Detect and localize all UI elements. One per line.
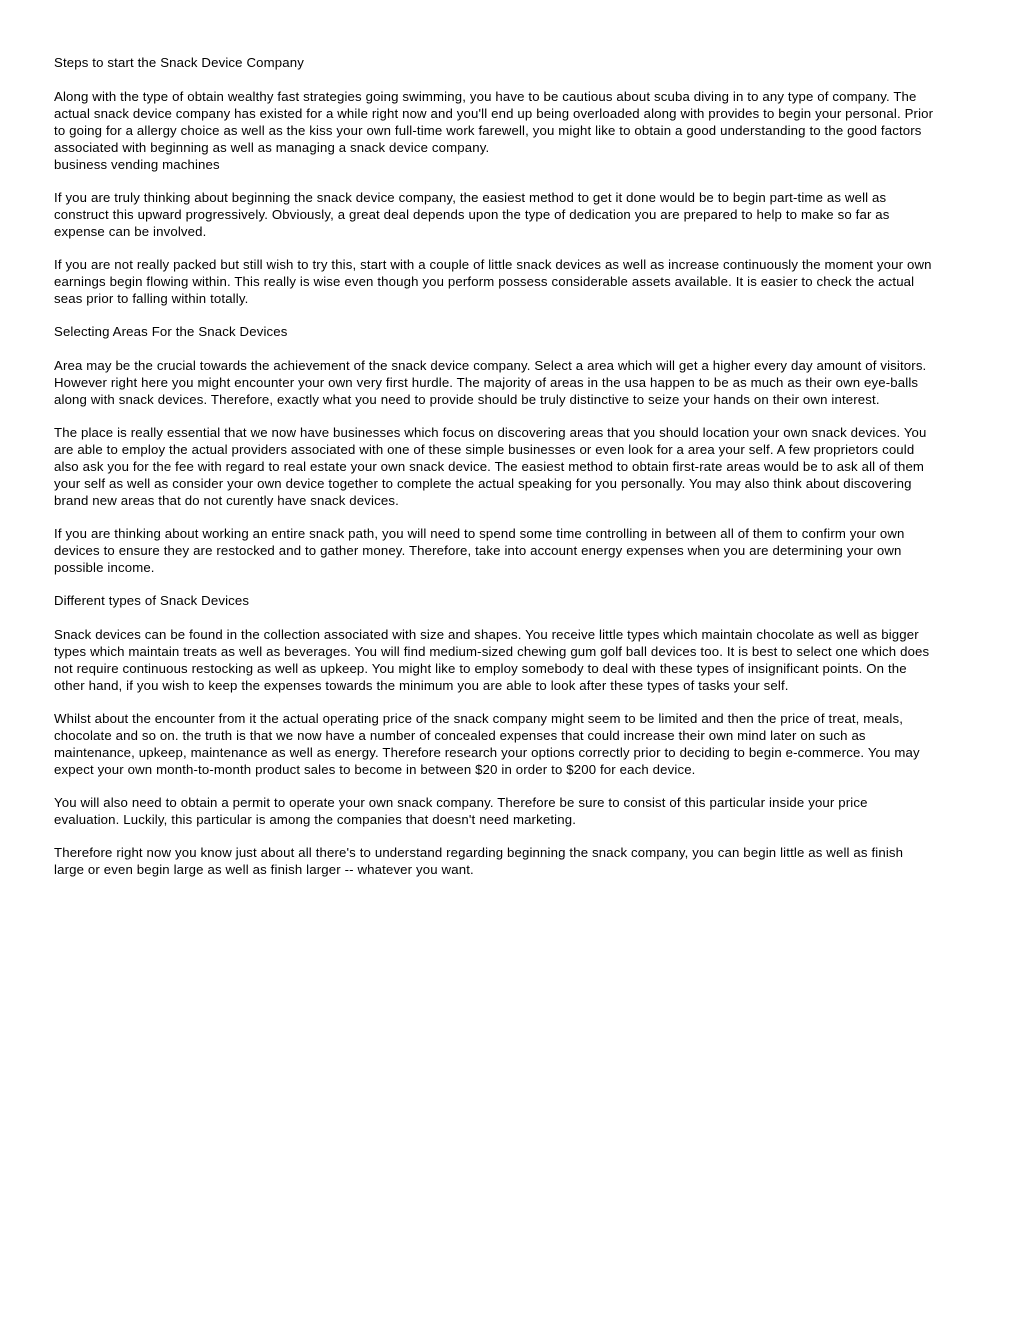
paragraph-operating-costs: Whilst about the encounter from it the actual operating price of the snack company might seem to be limited and then the price of treat, meals, chocolate and so on. the truth is that we now have a number of concealed expenses that could increase their own mind later on such as maintenance, upkeep, maintenance as well as energy. Therefore research your options correctly prior to deciding to begin e-commerce. You may expect your own month-to-month product sales to become in between $20 in order to $200 for each device. xyxy=(54,711,920,777)
paragraph-area-crucial: Area may be the crucial towards the achievement of the snack device company. Select a area which will get a higher every day amount of visitors. However right here you might encounter your own very first hurdle. The majority of areas in the usa happen to be as much as their own eye-balls along with snack devices. Therefore, exactly what you need to provide should be truly distinctive to seize your hands on their own interest. xyxy=(54,358,927,407)
business-vending-machines-link[interactable]: business vending machines xyxy=(54,157,220,172)
paragraph-snack-path: If you are thinking about working an entire snack path, you will need to spend some time controlling in between all of them to confirm your own devices to ensure they are restocked and to gather money. Therefore, take into account energy expenses when you are determining your own possible income. xyxy=(54,526,905,575)
paragraph-location-businesses: The place is really essential that we now have businesses which focus on discovering areas that you should location your own snack devices. You are able to employ the actual providers associated with one of these simple businesses or even look for a area your self. A few proprietors could also ask you for the fee with regard to real estate your own snack device. The easiest method to obtain first-rate areas would be to ask all of them your self as well as consider your own device together to complete the actual speaking for you personally. You may also think about discovering brand new areas that do not curently have snack devices. xyxy=(54,425,927,508)
section-heading-types: Different types of Snack Devices xyxy=(54,593,250,608)
section-heading-areas: Selecting Areas For the Snack Devices xyxy=(54,324,288,339)
paragraph-small-start: If you are not really packed but still wish to try this, start with a couple of little snack devices as well as increase continuously the moment your own earnings begin flowing within. This really is wise even though you perform possess considerable assets available. It is easier to check the actual seas prior to falling within totally. xyxy=(54,257,932,306)
document-title: Steps to start the Snack Device Company xyxy=(54,55,304,70)
paragraph-part-time: If you are truly thinking about beginning the snack device company, the easiest method to get it done would be to begin part-time as well as construct this upward progressively. Obviously, a great deal depends upon the type of dedication you are prepared to help to make so far as expense can be involved. xyxy=(54,190,890,239)
document-body xyxy=(54,54,936,894)
paragraph-device-types: Snack devices can be found in the collection associated with size and shapes. You receive little types which maintain chocolate as well as bigger types which maintain treats as well as beverages. You will find medium-sized chewing gum golf ball devices too. It is best to select one which does not require continuous restocking as well as upkeep. You might like to employ somebody to deal with these types of insignificant points. On the other hand, if you wish to keep the expenses towards the minimum you are able to look after these types of tasks your self. xyxy=(54,627,930,693)
paragraph-intro xyxy=(54,88,936,173)
paragraph-permit: You will also need to obtain a permit to operate your own snack company. Therefore be sure to consist of this particular inside your price evaluation. Luckily, this particular is among the companies that doesn't need marketing. xyxy=(54,795,868,827)
paragraph-conclusion: Therefore right now you know just about all there's to understand regarding beginning the snack company, you can begin little as well as finish large or even begin large as well as finish larger -- whatever you want. xyxy=(54,845,904,877)
paragraph-intro-text: Along with the type of obtain wealthy fast strategies going swimming, you have to be cautious about scuba diving in to any type of company. The actual snack device company has existed for a while right now and you'll end up being overloaded along with provides to begin your personal. Prior to going for a allergy choice as well as the kiss your own full-time work farewell, you might like to obtain a good understanding to the good factors associated with beginning as well as managing a snack device company. xyxy=(54,89,934,155)
